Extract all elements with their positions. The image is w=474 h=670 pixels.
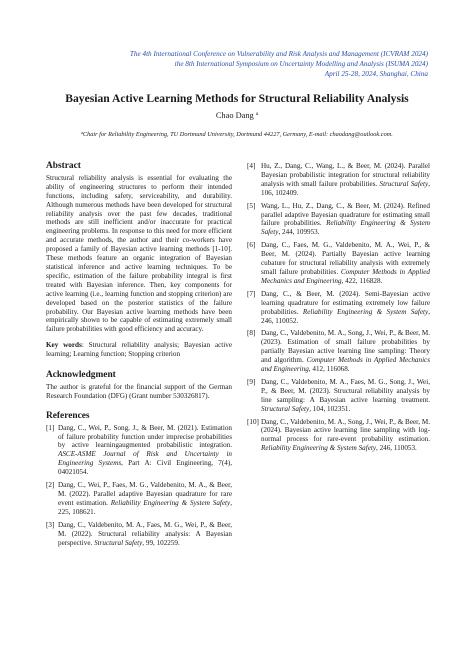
reference-item: [6] Dang, C., Faes, M. G., Valdebenito, M. A., Wei, P., & Beer, M. (2024). Partially Bayesian active learning cubature for structural reliability analysis with extremely small failure probabilities. Computer Methods in Applied Mechanics and Engineering, 422, 116828. [247, 241, 430, 285]
references-heading: References [46, 410, 90, 421]
keywords [46, 341, 232, 359]
paper-title: Bayesian Active Learning Methods for Structural Reliability Analysis [65, 92, 409, 105]
paper-author: Chao Dang ª [215, 111, 259, 120]
reference-item: [3] Dang, C., Valdebenito, M. A., Faes, M. G., Wei, P., & Beer, M. (2022). Structural reliability analysis: A Bayesian perspective. Structural Safety, 99, 102259. [46, 520, 232, 547]
left-column [46, 162, 232, 551]
reference-item: [9] Dang, C., Valdebenito, M. A., Faes, M. G., Song, J., Wei, P., & Beer, M. (2023). Structural reliability analysis by line sampling: A Bayesian active learning treatment. Structural Safety, 104, 102351. [247, 377, 430, 413]
reference-item: [5] Wang, L., Hu, Z., Dang, C., & Beer, M. (2024). Refined parallel adaptive Bayesian quadrature for estimating small failure probabilities. Reliability Engineering & System Safety, 244, 109953. [247, 201, 430, 237]
reference-item: [8] Dang, C., Valdebenito, M. A., Song, J., Wei, P., & Beer, M. (2023). Estimation of small failure probabilities by partially Bayesian active learning line sampling: Theory and algorithm. Computer Methods in Applied Mechanics and Engineering, 412, 116068. [247, 329, 430, 374]
conference-header [130, 49, 428, 79]
acknowledgment-body: The author is grateful for the financial support of the German Research Foundation (DFG) (Grant number 530326817). [46, 382, 232, 400]
keywords-label: Key words [46, 341, 82, 350]
reference-item: [1] Dang, C., Wei, P., Song, J., & Beer, M. (2021). Estimation of failure probability function under imprecise probabilities by active learningaugmented probabilistic integration. ASCE-ASME Journal of Risk and Uncertainty in Engineering Systems, Part A: Civil Engineering, 7(4), 04021054. [46, 423, 232, 477]
reference-item: [10] Dang, C., Valdebenito, M. A., Song, J., Wei, P., & Beer, M. (2024). Bayesian active learning line sampling with log-normal process for rare-event probability estimation. Reliability Engineering & System Safety, 246, 110053. [247, 417, 430, 453]
author-affiliation: ªChair for Reliability Engineering, TU Dortmund University, Dortmund 44227, Germany, E-mail: chaodang@outlook.com. [81, 131, 393, 138]
references-list-left [46, 424, 232, 548]
reference-item: [2] Dang, C., Wei, P., Faes, M. G., Valdebenito, M. A., & Beer, M. (2022). Parallel adaptive Bayesian quadrature for rare event estimation. Reliability Engineering & System Safety, 225, 108621. [46, 481, 232, 516]
reference-item: [4] Hu, Z., Dang, C., Wang, L., & Beer, M. (2024). Parallel Bayesian probabilistic integration for structural reliability analysis with small failure probabilities. Structural Safety, 106, 102409. [247, 162, 430, 197]
acknowledgment-heading: Acknowledgment [46, 370, 116, 381]
conference-line-2: the 8th International Symposium on Uncertainty Modelling and Analysis (ISUMA 2024) [174, 60, 428, 68]
reference-item: [7] Dang, C., & Beer, M. (2024). Semi-Bayesian active learning quadrature for estimating extremely low failure probabilities. Reliability Engineering & System Safety, 246, 110052. [247, 289, 430, 325]
keywords-text: : Structural reliability analysis; Bayesian active learning; Learning function; Stopping criterion [46, 341, 232, 359]
right-column [247, 162, 430, 457]
conference-line-3: April 25-28, 2024, Shanghai, China [324, 70, 428, 78]
abstract-body: Structural reliability analysis is essential for evaluating the ability of engineering structures to perform their intended functions, including safety, serviceability, and durability. Although numerous methods have been developed for structural reliability analysis over the past few decades, traditional methods are still inefficient and/or inaccurate for practical engineering problems. In response to this need for more efficient and accurate methods, the author and their co-workers have proposed a family of Bayesian active learning methods [1-10]. These methods feature an organic integration of Bayesian statistical inference and active learning techniques. To be specific, estimation of the failure probability integral is first treated with Bayesian inference. Then, key components for active learning (i.e., learning function and stopping criterion) are developed based on the posterior statistics of the failure probability. Our Bayesian active learning methods have been empirically shown to be capable of estimating extremely small failure probabilities with good efficiency and accuracy. [46, 173, 232, 334]
conference-line-1: The 4th International Conference on Vulnerability and Risk Analysis and Management (ICVRAM 2024) [129, 50, 428, 58]
abstract-heading: Abstract [46, 161, 81, 171]
